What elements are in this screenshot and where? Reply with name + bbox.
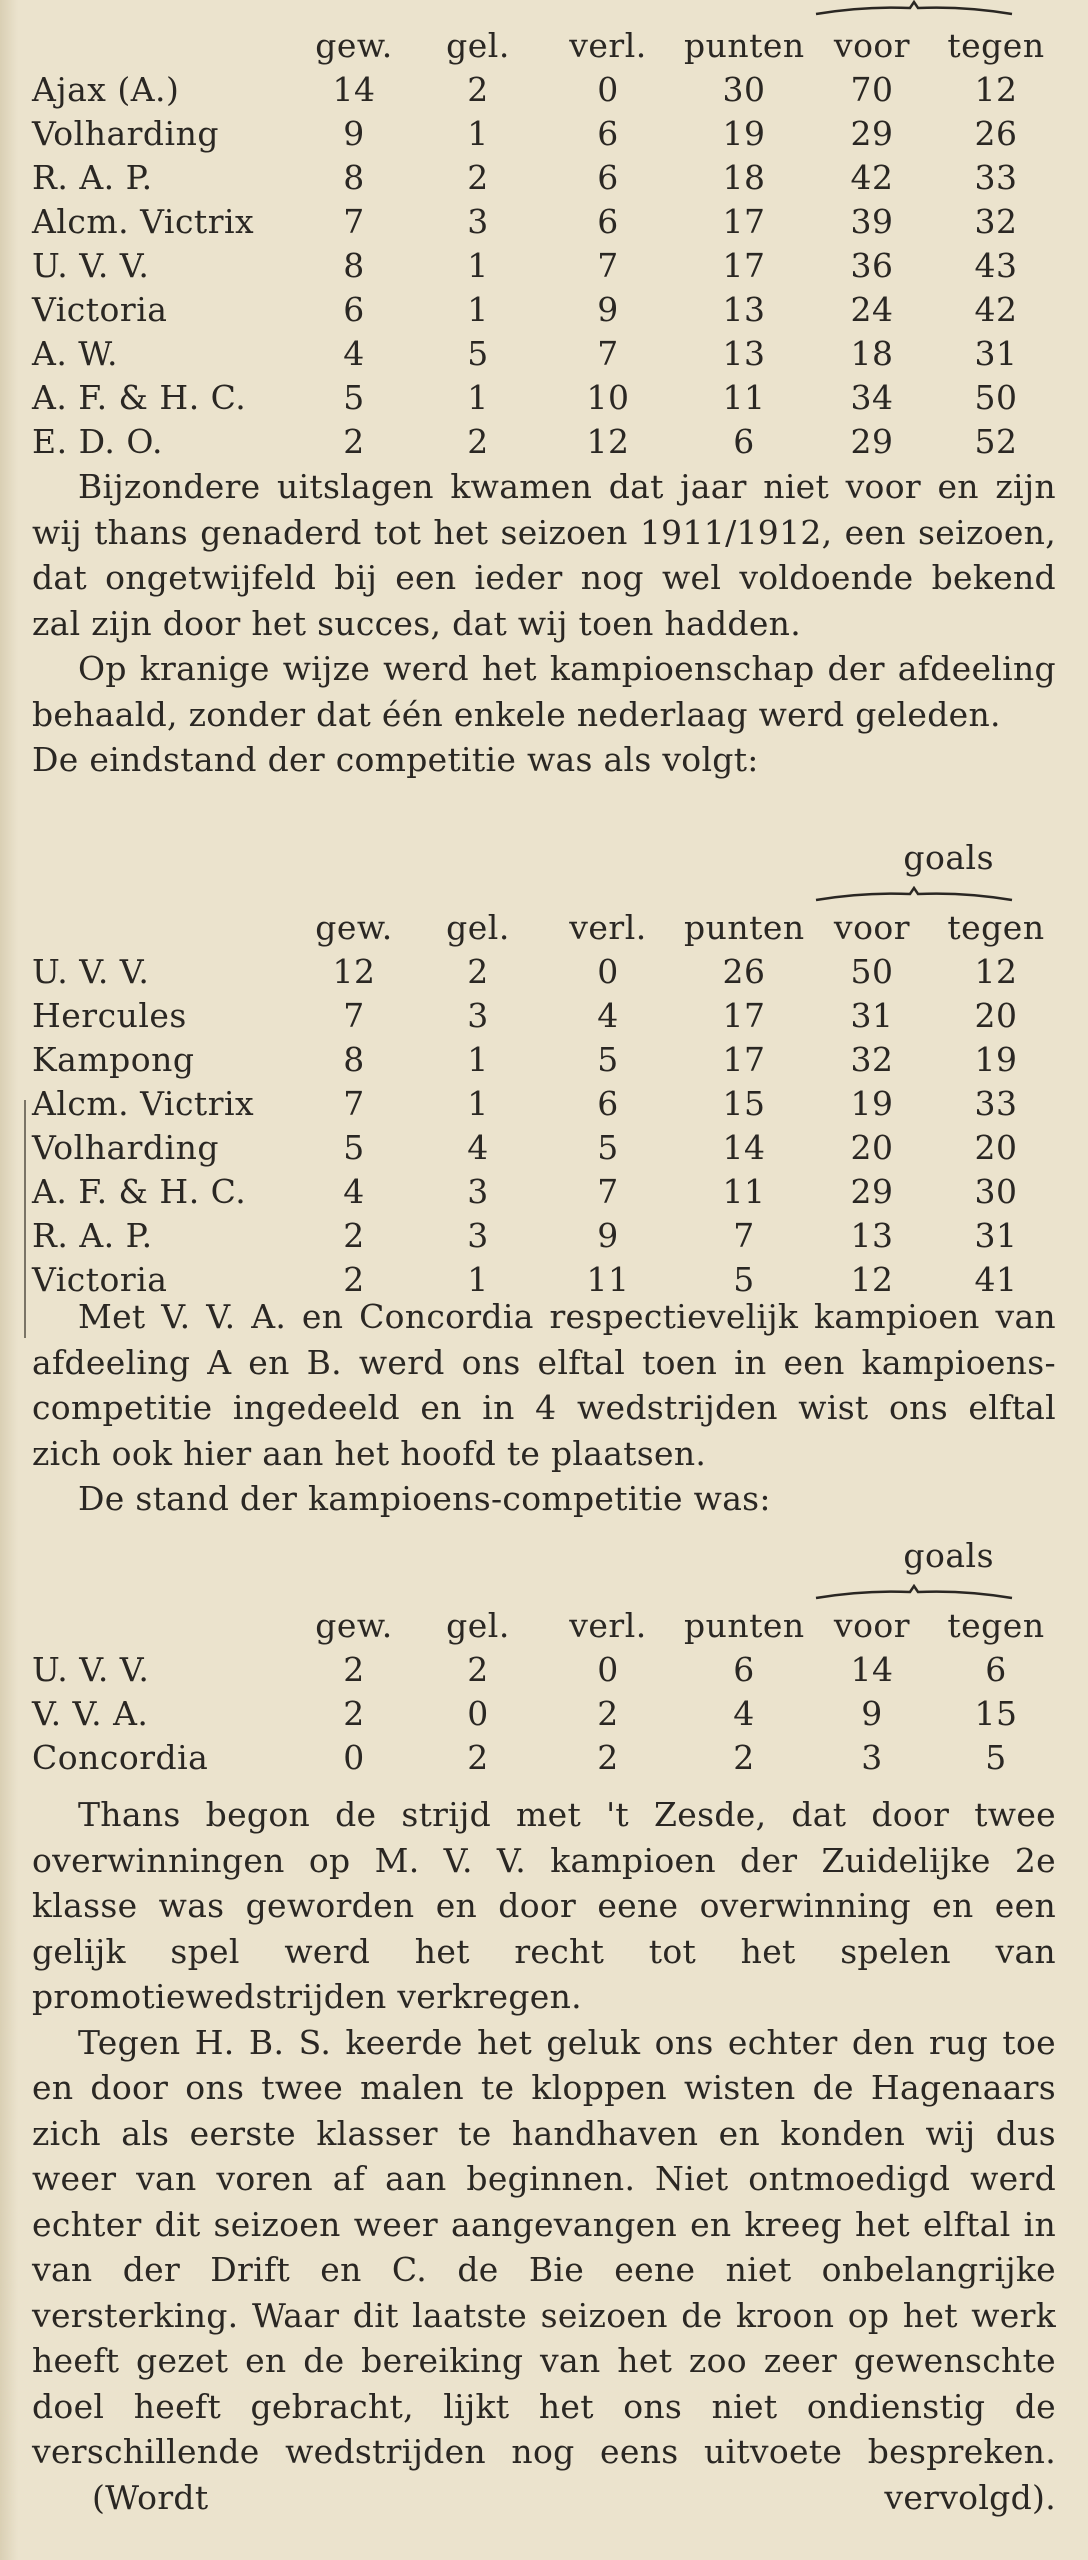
stat-cell: 9 xyxy=(861,1694,883,1733)
stat-cell: 2 xyxy=(467,70,489,109)
stat-cell: 14 xyxy=(722,1128,766,1167)
stat-cell: 2 xyxy=(343,1260,365,1299)
stat-cell: 20 xyxy=(974,996,1018,1035)
team-name: Kampong xyxy=(32,1040,195,1079)
goals-brace-icon xyxy=(814,886,1014,904)
table-row xyxy=(32,1648,1056,1692)
stat-cell: 4 xyxy=(343,334,365,373)
table-row xyxy=(32,994,1056,1038)
header-cell: verl. xyxy=(569,1606,647,1645)
team-name: Alcm. Victrix xyxy=(32,202,255,241)
stat-cell: 17 xyxy=(722,996,766,1035)
table-body xyxy=(32,1648,1056,1780)
stat-cell: 17 xyxy=(722,246,766,285)
text-block-1 xyxy=(32,464,1056,783)
stat-cell: 2 xyxy=(467,952,489,991)
table-row xyxy=(32,200,1056,244)
stat-cell: 7 xyxy=(343,996,365,1035)
stat-cell: 6 xyxy=(985,1650,1007,1689)
stat-cell: 26 xyxy=(974,114,1018,153)
stat-cell: 7 xyxy=(733,1216,755,1255)
stat-cell: 2 xyxy=(467,1650,489,1689)
header-cell: gel. xyxy=(446,26,510,65)
stat-cell: 5 xyxy=(985,1738,1007,1777)
stat-cell: 2 xyxy=(733,1738,755,1777)
stat-cell: 33 xyxy=(974,158,1018,197)
stat-cell: 5 xyxy=(733,1260,755,1299)
stat-cell: 39 xyxy=(850,202,894,241)
stat-cell: 52 xyxy=(974,422,1018,461)
stat-cell: 30 xyxy=(722,70,766,109)
stat-cell: 1 xyxy=(467,1040,489,1079)
table-row xyxy=(32,1038,1056,1082)
stat-cell: 3 xyxy=(861,1738,883,1777)
header-cell: gel. xyxy=(446,1606,510,1645)
stat-cell: 11 xyxy=(586,1260,630,1299)
stat-cell: 11 xyxy=(722,1172,766,1211)
header-cell: voor xyxy=(833,26,911,65)
paragraph-text: Bijzondere uitslagen kwamen dat jaar niet voor en zijn wij thans genaderd tot het seizoen 1911/1912, een seizoen, dat ongetwijfeld bij een ieder nog wel voldoende bekend zal zijn door het succes, dat wij toen hadden. xyxy=(32,467,1056,643)
stat-cell: 1 xyxy=(467,246,489,285)
stat-cell: 7 xyxy=(343,1084,365,1123)
stat-cell: 50 xyxy=(850,952,894,991)
header-cell: verl. xyxy=(569,26,647,65)
stat-cell: 6 xyxy=(597,114,619,153)
page-gutter xyxy=(0,0,18,2560)
standings-table-2 xyxy=(32,838,1056,1302)
stat-cell: 12 xyxy=(974,70,1018,109)
stat-cell: 0 xyxy=(467,1694,489,1733)
header-cell: gew. xyxy=(315,26,393,65)
stat-cell: 18 xyxy=(722,158,766,197)
stat-cell: 34 xyxy=(850,378,894,417)
standings-table-1 xyxy=(32,0,1056,464)
table-header-row xyxy=(32,1604,1056,1648)
paragraph-text: Tegen H. B. S. keerde het geluk ons echter den rug toe en door ons twee malen te kloppen wisten de Hagenaars zich als eerste klasser te handhaven en konden wij dus weer van voren af aan beginnen. Niet ontmoedigd werd echter dit seizoen weer aangevangen en kreeg het elftal in van der Drift en C. de Bie eene niet onbelangrijke versterking. Waar dit laatste seizoen de kroon op het werk heeft gezet en de bereiking van het zoo zeer gewenschte doel heeft gebracht, lijkt het ons niet ondienstig de verschillende wedstrijden nog eens uitvoete bespreken. xyxy=(32,2022,1056,2471)
team-name: U. V. V. xyxy=(32,1650,150,1689)
stat-cell: 3 xyxy=(467,202,489,241)
stat-cell: 0 xyxy=(597,952,619,991)
stat-cell: 5 xyxy=(343,378,365,417)
paragraph-text: Met V. V. A. en Concordia respectievelijk kampioen van afdeeling A en B. werd ons elftal toen in een kampioens-competitie ingedeeld en in 4 wedstrijden wist ons elftal zich ook hier aan het hoofd te plaatsen. xyxy=(32,1297,1056,1473)
goals-label: goals xyxy=(903,1536,994,1575)
table-row xyxy=(32,1082,1056,1126)
header-cell: voor xyxy=(833,908,911,947)
stat-cell: 6 xyxy=(343,290,365,329)
stat-cell: 29 xyxy=(850,422,894,461)
stat-cell: 9 xyxy=(597,1216,619,1255)
paragraph xyxy=(32,646,1056,737)
stat-cell: 2 xyxy=(467,1738,489,1777)
paragraph xyxy=(32,464,1056,646)
team-name: U. V. V. xyxy=(32,246,150,285)
stat-cell: 20 xyxy=(974,1128,1018,1167)
stat-cell: 31 xyxy=(974,334,1018,373)
stat-cell: 1 xyxy=(467,378,489,417)
team-name: Concordia xyxy=(32,1738,209,1777)
stat-cell: 15 xyxy=(722,1084,766,1123)
stat-cell: 12 xyxy=(332,952,376,991)
stat-cell: 9 xyxy=(343,114,365,153)
table-body xyxy=(32,950,1056,1302)
team-name: Volharding xyxy=(32,1128,219,1167)
stat-cell: 1 xyxy=(467,114,489,153)
stat-cell: 7 xyxy=(343,202,365,241)
team-name: Victoria xyxy=(32,290,168,329)
stat-cell: 32 xyxy=(850,1040,894,1079)
header-cell: tegen xyxy=(947,26,1045,65)
stat-cell: 6 xyxy=(597,1084,619,1123)
continued-note: (Wordt vervolgd). xyxy=(92,2477,1056,2517)
stat-cell: 3 xyxy=(467,1216,489,1255)
table-header-row xyxy=(32,906,1056,950)
team-name: A. W. xyxy=(32,334,118,373)
stat-cell: 18 xyxy=(850,334,894,373)
goals-brace-icon xyxy=(814,1584,1014,1602)
stat-cell: 20 xyxy=(850,1128,894,1167)
header-cell: tegen xyxy=(947,1606,1045,1645)
header-cell: punten xyxy=(684,908,805,947)
stat-cell: 1 xyxy=(467,290,489,329)
stat-cell: 14 xyxy=(332,70,376,109)
stat-cell: 2 xyxy=(467,158,489,197)
stat-cell: 6 xyxy=(597,158,619,197)
stat-cell: 29 xyxy=(850,114,894,153)
table-row xyxy=(32,950,1056,994)
header-cell: verl. xyxy=(569,908,647,947)
header-cell: voor xyxy=(833,1606,911,1645)
team-name: Victoria xyxy=(32,1260,168,1299)
stat-cell: 31 xyxy=(974,1216,1018,1255)
team-name: A. F. & H. C. xyxy=(32,1172,247,1211)
stat-cell: 42 xyxy=(850,158,894,197)
table-row xyxy=(32,376,1056,420)
stat-cell: 4 xyxy=(733,1694,755,1733)
team-name: Volharding xyxy=(32,114,219,153)
team-name: E. D. O. xyxy=(32,422,163,461)
stat-cell: 4 xyxy=(467,1128,489,1167)
paragraph xyxy=(32,737,1056,783)
stat-cell: 3 xyxy=(467,1172,489,1211)
stat-cell: 1 xyxy=(467,1260,489,1299)
team-name: V. V. A. xyxy=(32,1694,149,1733)
stat-cell: 12 xyxy=(850,1260,894,1299)
header-cell: tegen xyxy=(947,908,1045,947)
table-row xyxy=(32,420,1056,464)
stat-cell: 14 xyxy=(850,1650,894,1689)
stat-cell: 9 xyxy=(597,290,619,329)
stat-cell: 26 xyxy=(722,952,766,991)
team-name: Alcm. Victrix xyxy=(32,1084,255,1123)
stat-cell: 7 xyxy=(597,246,619,285)
table-header-wrap xyxy=(32,838,1056,890)
stat-cell: 19 xyxy=(850,1084,894,1123)
stat-cell: 0 xyxy=(343,1738,365,1777)
stat-cell: 17 xyxy=(722,1040,766,1079)
paragraph-text: Thans begon de strijd met 't Zesde, dat door twee overwinningen op M. V. V. kampioen der Zuidelijke 2e klasse was geworden en door eene overwinning en een gelijk spel werd het recht tot het spelen van promotiewedstrijden verkregen. xyxy=(32,1795,1056,2016)
stat-cell: 13 xyxy=(850,1216,894,1255)
stat-cell: 5 xyxy=(467,334,489,373)
header-cell: gel. xyxy=(446,908,510,947)
team-name: R. A. P. xyxy=(32,158,153,197)
margin-rule xyxy=(24,1100,26,1338)
stat-cell: 10 xyxy=(586,378,630,417)
stat-cell: 2 xyxy=(597,1738,619,1777)
table-row xyxy=(32,156,1056,200)
stat-cell: 12 xyxy=(974,952,1018,991)
stat-cell: 33 xyxy=(974,1084,1018,1123)
stat-cell: 42 xyxy=(974,290,1018,329)
stat-cell: 2 xyxy=(343,1650,365,1689)
stat-cell: 6 xyxy=(733,422,755,461)
stat-cell: 19 xyxy=(722,114,766,153)
table-row xyxy=(32,244,1056,288)
stat-cell: 19 xyxy=(974,1040,1018,1079)
stat-cell: 5 xyxy=(597,1040,619,1079)
paragraph xyxy=(32,1294,1056,1476)
stat-cell: 0 xyxy=(597,1650,619,1689)
table-row xyxy=(32,288,1056,332)
paragraph xyxy=(32,1792,1056,2020)
table-header-row xyxy=(32,24,1056,68)
table-body xyxy=(32,68,1056,464)
stat-cell: 13 xyxy=(722,290,766,329)
stat-cell: 8 xyxy=(343,1040,365,1079)
stat-cell: 2 xyxy=(467,422,489,461)
stat-cell: 8 xyxy=(343,158,365,197)
paragraph xyxy=(32,1476,1056,1522)
stat-cell: 13 xyxy=(722,334,766,373)
stat-cell: 43 xyxy=(974,246,1018,285)
stat-cell: 2 xyxy=(343,422,365,461)
paragraph-text: Op kranige wijze werd het kampioenschap der afdeeling behaald, zonder dat één enkele nederlaag werd geleden. xyxy=(32,649,1056,734)
team-name: U. V. V. xyxy=(32,952,150,991)
stat-cell: 2 xyxy=(597,1694,619,1733)
stat-cell: 24 xyxy=(850,290,894,329)
stat-cell: 3 xyxy=(467,996,489,1035)
paragraph xyxy=(32,2020,1056,2521)
stat-cell: 2 xyxy=(343,1216,365,1255)
team-name: Hercules xyxy=(32,996,187,1035)
stat-cell: 70 xyxy=(850,70,894,109)
stat-cell: 7 xyxy=(597,1172,619,1211)
stat-cell: 30 xyxy=(974,1172,1018,1211)
stat-cell: 29 xyxy=(850,1172,894,1211)
table-row xyxy=(32,68,1056,112)
stat-cell: 6 xyxy=(733,1650,755,1689)
stat-cell: 36 xyxy=(850,246,894,285)
stat-cell: 5 xyxy=(597,1128,619,1167)
text-block-3 xyxy=(32,1792,1056,2520)
goals-label: goals xyxy=(903,838,994,877)
stat-cell: 41 xyxy=(974,1260,1018,1299)
stat-cell: 2 xyxy=(343,1694,365,1733)
team-name: Ajax (A.) xyxy=(32,70,180,109)
paragraph-text: De eindstand der competitie was als volgt: xyxy=(32,740,759,779)
team-name: R. A. P. xyxy=(32,1216,153,1255)
stat-cell: 31 xyxy=(850,996,894,1035)
stat-cell: 4 xyxy=(343,1172,365,1211)
table-header-wrap xyxy=(32,1536,1056,1588)
table-row xyxy=(32,112,1056,156)
paragraph-text: De stand der kampioens-competitie was: xyxy=(78,1479,771,1518)
table-row xyxy=(32,1736,1056,1780)
stat-cell: 6 xyxy=(597,202,619,241)
stat-cell: 5 xyxy=(343,1128,365,1167)
stat-cell: 15 xyxy=(974,1694,1018,1733)
header-cell: gew. xyxy=(315,908,393,947)
header-cell: punten xyxy=(684,26,805,65)
stat-cell: 8 xyxy=(343,246,365,285)
goals-brace-icon xyxy=(814,0,1014,18)
stat-cell: 12 xyxy=(586,422,630,461)
table-row xyxy=(32,1170,1056,1214)
text-block-2 xyxy=(32,1294,1056,1522)
stat-cell: 17 xyxy=(722,202,766,241)
stat-cell: 11 xyxy=(722,378,766,417)
team-name: A. F. & H. C. xyxy=(32,378,247,417)
stat-cell: 7 xyxy=(597,334,619,373)
table-row xyxy=(32,1214,1056,1258)
stat-cell: 4 xyxy=(597,996,619,1035)
standings-table-3 xyxy=(32,1536,1056,1780)
stat-cell: 1 xyxy=(467,1084,489,1123)
header-cell: gew. xyxy=(315,1606,393,1645)
stat-cell: 32 xyxy=(974,202,1018,241)
table-row xyxy=(32,332,1056,376)
stat-cell: 50 xyxy=(974,378,1018,417)
table-row xyxy=(32,1126,1056,1170)
header-cell: punten xyxy=(684,1606,805,1645)
stat-cell: 0 xyxy=(597,70,619,109)
table-row xyxy=(32,1692,1056,1736)
